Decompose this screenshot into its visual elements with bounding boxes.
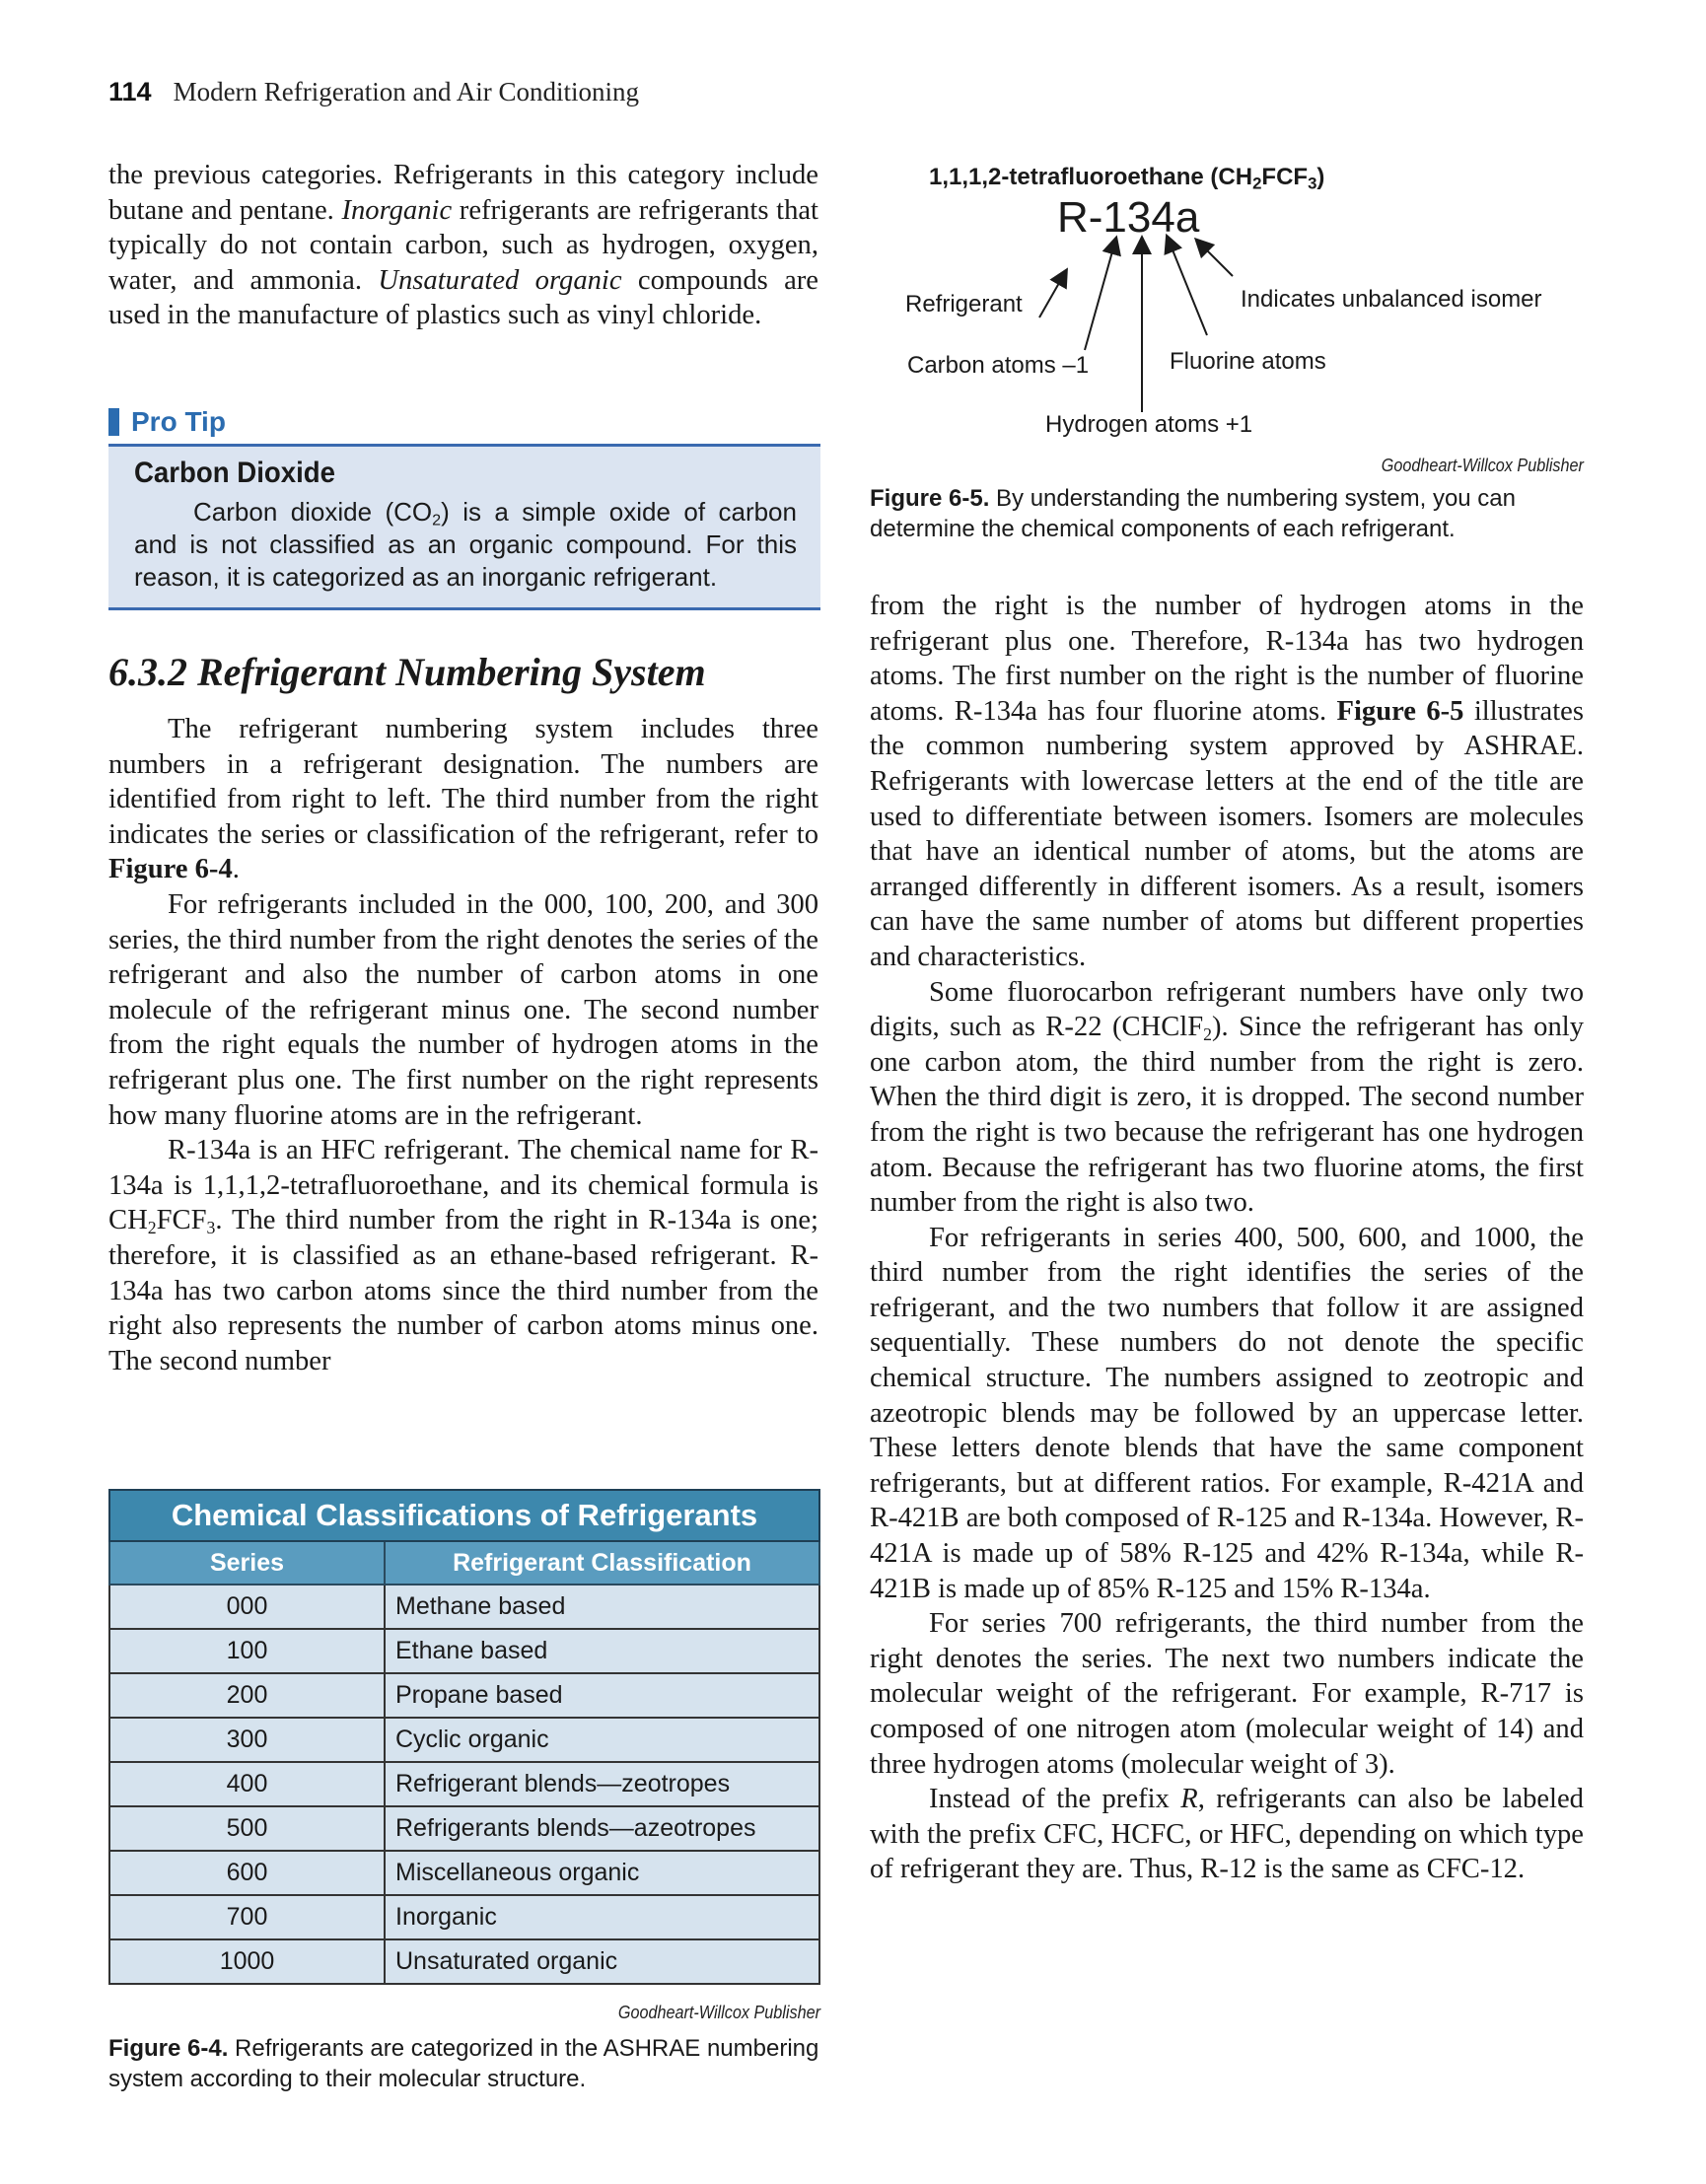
- text-run: . The third number from the right in R-134a is one; therefore, it is classified as an ethane-based refrigerant. R-134a has two carbon atoms since the third number from the right also represents the number of carbon atoms minus one. The second number: [108, 1205, 818, 1376]
- subscript: 3: [206, 1218, 216, 1238]
- left-column-intro: [108, 158, 818, 333]
- cell-classification: Refrigerants blends—azeotropes: [385, 1806, 819, 1851]
- pro-tip-text: [134, 496, 797, 594]
- cell-classification: Unsaturated organic: [385, 1939, 819, 1984]
- paragraph: For refrigerants included in the 000, 100, 200, and 300 series, the third number from the right denotes the series of the refrigerant and also the number of carbon atoms in one molecule of the refrigerant minus one. The second number from the right equals the number of hydrogen atoms in the refrigerant plus one. The first number on the right represents how many fluorine atoms are in the refrigerant.: [108, 888, 818, 1131]
- text-run: 1,1,1,2-tetrafluoroethane (CH: [929, 164, 1253, 190]
- text-run: FCF: [1261, 164, 1309, 190]
- text-run: from the right is the number of hydrogen atoms in the refrigerant plus one. Therefore, R-134a has two hydrogen atoms. The first number on the right is the number of fluorine atoms. R-134a has four fluorine atoms.: [870, 591, 1584, 727]
- cell-series: 100: [109, 1629, 385, 1673]
- pro-tip-marker: [108, 408, 119, 436]
- subscript: 2: [1203, 1024, 1212, 1045]
- arrow-fluorine: [1170, 243, 1207, 335]
- text-run: Carbon dioxide (CO: [193, 497, 433, 527]
- running-header: [108, 77, 639, 116]
- cell-series: 300: [109, 1718, 385, 1762]
- caption-label: Figure 6-5.: [870, 485, 990, 512]
- figure-caption: [108, 2033, 820, 2094]
- prefix-r: R: [1180, 1784, 1198, 1815]
- caption-label: Figure 6-4.: [108, 2035, 229, 2062]
- column-header-series: Series: [109, 1541, 385, 1585]
- figure-caption: [870, 483, 1584, 544]
- pro-tip-label: [108, 404, 820, 440]
- caption-text: By understanding the numbering system, you can determine the chemical components of each refrigerant.: [870, 485, 1516, 542]
- text-run: , refrigerants can also be labeled with the prefix CFC, HCFC, or HFC, depending on which type of refrigerant they are. Thus, R-12 is the same as CFC-12.: [870, 1784, 1584, 1885]
- text-run: R-134a is an HFC refrigerant. The chemical name for R-134a is 1,1,1,2-tetrafluoroethane, and its chemical formula is CH: [108, 1135, 818, 1236]
- text-run: compounds are used in the manufacture of plastics such as vinyl chloride.: [108, 264, 818, 331]
- cell-classification: Miscellaneous organic: [385, 1851, 819, 1895]
- cell-series: 200: [109, 1673, 385, 1718]
- figure-ref: Figure 6-5: [1336, 695, 1464, 727]
- term-unsaturated-organic: Unsaturated organic: [378, 264, 622, 296]
- figure-credit: Goodheart-Willcox Publisher: [1381, 456, 1584, 475]
- text-run: The refrigerant numbering system includes three numbers in a refrigerant designation. The numbers are identified from right to left. The third number from the right indicates the series or classification of the refrigerant, refer to: [108, 714, 818, 850]
- text-run: the previous categories. Refrigerants in this category include butane and pentane.: [108, 160, 818, 226]
- paragraph: For refrigerants in series 400, 500, 600, and 1000, the third number from the right identifies the series of the refrigerant, and the two numbers that follow it are assigned sequentially. These numbers do not denote the specific chemical structure. The numbers assigned to zeotropic and azeotropic blends may be followed by an uppercase letter. These letters denote blends that have the same component refrigerants, but at different ratios. For example, R-421A and R-421B are both composed of R-125 and R-134a. However, R-421A is made up of 58% R-125 and 42% R-134a, while R-421B is made up of 85% R-125 and 15% R-134a.: [870, 1222, 1584, 1604]
- arrow-isomer: [1201, 245, 1233, 276]
- paragraph: [108, 1133, 818, 1378]
- arrow-refrigerant: [1039, 276, 1063, 317]
- label-isomer: Indicates unbalanced isomer: [1241, 286, 1542, 313]
- figure-ref: Figure 6-4: [108, 854, 233, 885]
- book-title: Modern Refrigeration and Air Conditioning: [173, 77, 639, 106]
- cell-classification: Methane based: [385, 1585, 819, 1629]
- cell-classification: Inorganic: [385, 1895, 819, 1939]
- table-row: [109, 1806, 819, 1851]
- table-row: [109, 1629, 819, 1673]
- cell-series: 000: [109, 1585, 385, 1629]
- right-column-body: [870, 589, 1584, 1887]
- table-row: [109, 1585, 819, 1629]
- paragraph: [870, 1782, 1584, 1887]
- text-run: .: [232, 854, 240, 885]
- table-row: [109, 1939, 819, 1984]
- table-row: [109, 1762, 819, 1806]
- subscript: 2: [432, 511, 442, 529]
- table-row: [109, 1851, 819, 1895]
- pro-tip: [108, 404, 820, 610]
- section-heading: 6.3.2 Refrigerant Numbering System: [108, 650, 706, 694]
- text-run: Instead of the prefix: [929, 1784, 1181, 1815]
- text-run: FCF: [156, 1205, 207, 1236]
- text-run: ) is a simple oxide of carbon and is not classified as an organic compound. For this reason, it is categorized as an inorganic refrigerant.: [134, 497, 797, 592]
- cell-series: 400: [109, 1762, 385, 1806]
- paragraph: [870, 589, 1584, 975]
- arrow-carbon: [1085, 245, 1114, 350]
- label-refrigerant: Refrigerant: [905, 291, 1023, 317]
- term-inorganic: Inorganic: [341, 194, 453, 226]
- table-row: [109, 1718, 819, 1762]
- cell-series: 500: [109, 1806, 385, 1851]
- paragraph: For series 700 refrigerants, the third number from the right denotes the series. The next two numbers indicate the molecular weight of the refrigerant. For example, R-717 is composed of one nitrogen atom (molecular weight of 14) and three hydrogen atoms (molecular weight of 3).: [870, 1608, 1584, 1780]
- intro-paragraph: [108, 158, 818, 333]
- cell-classification: Cyclic organic: [385, 1718, 819, 1762]
- figure-credit: Goodheart-Willcox Publisher: [617, 2003, 820, 2022]
- pro-tip-box: [108, 444, 820, 610]
- label-fluorine: Fluorine atoms: [1170, 348, 1326, 375]
- figure-6-5: [870, 158, 1584, 552]
- label-carbon: Carbon atoms –1: [907, 352, 1090, 379]
- text-run: ). Since the refrigerant has only one carbon atom, the third number from the right is zero. When the third digit is zero, it is dropped. The second number from the right is two because the refrigerant has one hydrogen atom. Because the refrigerant has two fluorine atoms, the first number from the right is also two.: [870, 1012, 1584, 1219]
- caption-text: Refrigerants are categorized in the ASHRAE numbering system according to their molecular structure.: [108, 2035, 819, 2092]
- table-row: [109, 1895, 819, 1939]
- text-run: ): [1316, 164, 1325, 190]
- refrigerant-designation: R-134a: [1057, 193, 1200, 242]
- paragraph: [870, 975, 1584, 1221]
- figure-6-4: [108, 1489, 820, 2094]
- page-number: 114: [108, 77, 152, 106]
- column-header-classification: Refrigerant Classification: [385, 1541, 819, 1585]
- text-run: Some fluorocarbon refrigerant numbers have only two digits, such as R-22 (CHClF: [870, 976, 1584, 1043]
- pro-tip-label-text: Pro Tip: [131, 406, 226, 437]
- subscript: 2: [1252, 174, 1262, 193]
- cell-classification: Propane based: [385, 1673, 819, 1718]
- paragraph: [108, 712, 818, 887]
- cell-classification: Refrigerant blends—zeotropes: [385, 1762, 819, 1806]
- subscript: 3: [1308, 174, 1317, 193]
- cell-classification: Ethane based: [385, 1629, 819, 1673]
- label-hydrogen: Hydrogen atoms +1: [1045, 411, 1253, 438]
- cell-series: 1000: [109, 1939, 385, 1984]
- classification-table: [108, 1489, 820, 1985]
- subscript: 2: [147, 1218, 157, 1238]
- pro-tip-title: Carbon Dioxide: [134, 457, 335, 489]
- text-run: refrigerants are refrigerants that typically do not contain carbon, such as hydrogen, oxygen, water, and ammonia.: [108, 194, 819, 296]
- left-column-body: [108, 712, 818, 1378]
- text-run: illustrates the common numbering system approved by ASHRAE. Refrigerants with lowercase letters at the end of the title are used to differentiate between isomers. Isomers are molecules that have an identical number of atoms, but the atoms are arranged differently in different isomers. As a result, isomers can have the same number of atoms but different properties and characteristics.: [870, 695, 1584, 972]
- cell-series: 600: [109, 1851, 385, 1895]
- table-title: Chemical Classifications of Refrigerants: [109, 1490, 819, 1541]
- table-body: [109, 1585, 819, 1984]
- cell-series: 700: [109, 1895, 385, 1939]
- table-row: [109, 1673, 819, 1718]
